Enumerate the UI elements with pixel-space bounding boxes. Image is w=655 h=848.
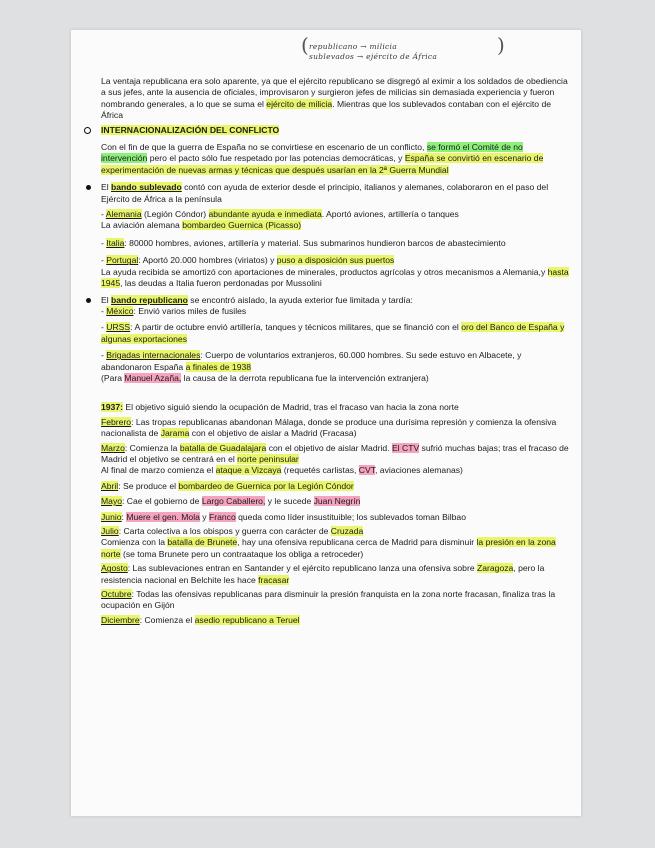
paragraph-ventaja: La ventaja republicana era solo aparente, ya que el ejército republicano se disgregó al eximir a los soldados de obediencia a sus jefes, ante la ausencia de oficiales, improvisaron y surgieron jefes de milicias sin demasiada experiencia y fueron nombrando generales, a lo que se suma el ejército de milicia. Mientras que los sublevados contaban con el ejército de África [101,76,568,121]
notes-content [101,76,571,626]
paragraph-1937: 1937: El objetivo siguió siendo la ocupación de Madrid, tras el fracaso van hacia la zona norte [101,402,459,413]
paragraph-comite: Con el fin de que la guerra de España no se convirtiese en escenario de un conflicto, se formó el Comité de no intervención pero el pacto sólo fue respetado por las potencias democráticas, y España se convirtió en escenario de experimentación de nuevas armas y técnicas que después usarían en la 2ª Guerra Mundial [101,142,544,175]
item-italia: - Italia: 80000 hombres, aviones, artillería y material. Sus submarinos hundieron barcos de abastecimiento [101,237,506,248]
item-mexico: - México: Envió varios miles de fusiles [101,305,247,316]
month-febrero: Febrero: Las tropas republicanas abandonan Málaga, donde se produce una durísima represión y comienza la ofensiva nacionalista de Jarama con el objetivo de aislar a Madrid (Fracasa) [101,416,557,439]
notes-page [71,30,581,816]
handwritten-line-1: republicano → milicia [309,42,398,51]
month-junio: Junio: Muere el gen. Mola y Franco queda como líder insustituible; los sublevados toman Bilbao [101,511,466,522]
handwritten-line-2: sublevados → ejército de África [309,52,438,61]
month-abril: Abril: Se produce el bombardeo de Guernica por la Legión Cóndor [101,480,354,491]
handwritten-note: ( republicano → milicia sublevados → ejército de África ) [301,33,506,61]
item-alemania: - Alemania (Legión Cóndor) abundante ayuda e inmediata. Aportó aviones, artillería o tanques La aviación alemana bombardeo Guernica (Picasso) [101,209,459,231]
item-brigadas: - Brigadas internacionales: Cuerpo de voluntarios extranjeros, 60.000 hombres. Su sede estuvo en Albacete, y abandonaron España a finales de 1938 [101,350,522,372]
section-heading: INTERNACIONALIZACIÓN DEL CONFLICTO [101,125,571,136]
paragraph-bando-republicano: El bando republicano se encontró aislado, la ayuda exterior fue limitada y tardía: [101,295,571,306]
month-diciembre: Diciembre: Comienza el asedio republicano a Teruel [101,614,300,625]
month-marzo: Marzo: Comienza la batalla de Guadalajara con el objetivo de aislar Madrid. El CTV sufrió muchas bajas; tras el fracaso de Madrid el objetivo se centrará en el norte peninsular Al final de marzo comienza el ataque a Vizcaya (requetés carlistas, CVT, aviaciones alemanas) [101,442,569,476]
month-mayo: Mayo: Cae el gobierno de Largo Caballero, y le sucede Juan Negrín [101,496,361,507]
paragraph-bando-sublevado: El bando sublevado contó con ayuda de exterior desde el principio, italianos y alemanes, colaboraron en el paso del Ejército de África a la península [101,182,571,205]
month-agosto: Agosto: Las sublevaciones entran en Santander y el ejército republicano lanza una ofensiva sobre Zaragoza, pero la resistencia nacional en Belchite les hace fracasar [101,563,545,585]
item-urss: - URSS: A partir de octubre envió artillería, tanques y técnicos militares, que se financió con el oro del Banco de España y algunas exportaciones [101,322,565,344]
paragraph-azana: (Para Manuel Azaña, la causa de la derrota republicana fue la intervención extranjera) [101,372,429,383]
month-julio: Julio: Carta colectiva a los obispos y guerra con carácter de Cruzada Comienza con la batalla de Brunete, hay una ofensiva republicana cerca de Madrid para disminuir la presión en la zona norte (se toma Brunete pero un contraataque los obliga a retroceder) [101,526,556,559]
month-octubre: Octubre: Todas las ofensivas republicanas para disminuir la presión franquista en la zona norte fracasan, finaliza tras la ocupación en Gijón [101,589,556,611]
item-portugal: - Portugal: Aportó 20.000 hombres (viriatos) y puso a disposición sus puertos La ayuda recibida se amortizó con aportaciones de minerales, productos agrícolas y otros mecanismos a Alemania,y hasta 1945, las deudas a Italia fueron perdonadas por Mussolini [101,255,569,289]
